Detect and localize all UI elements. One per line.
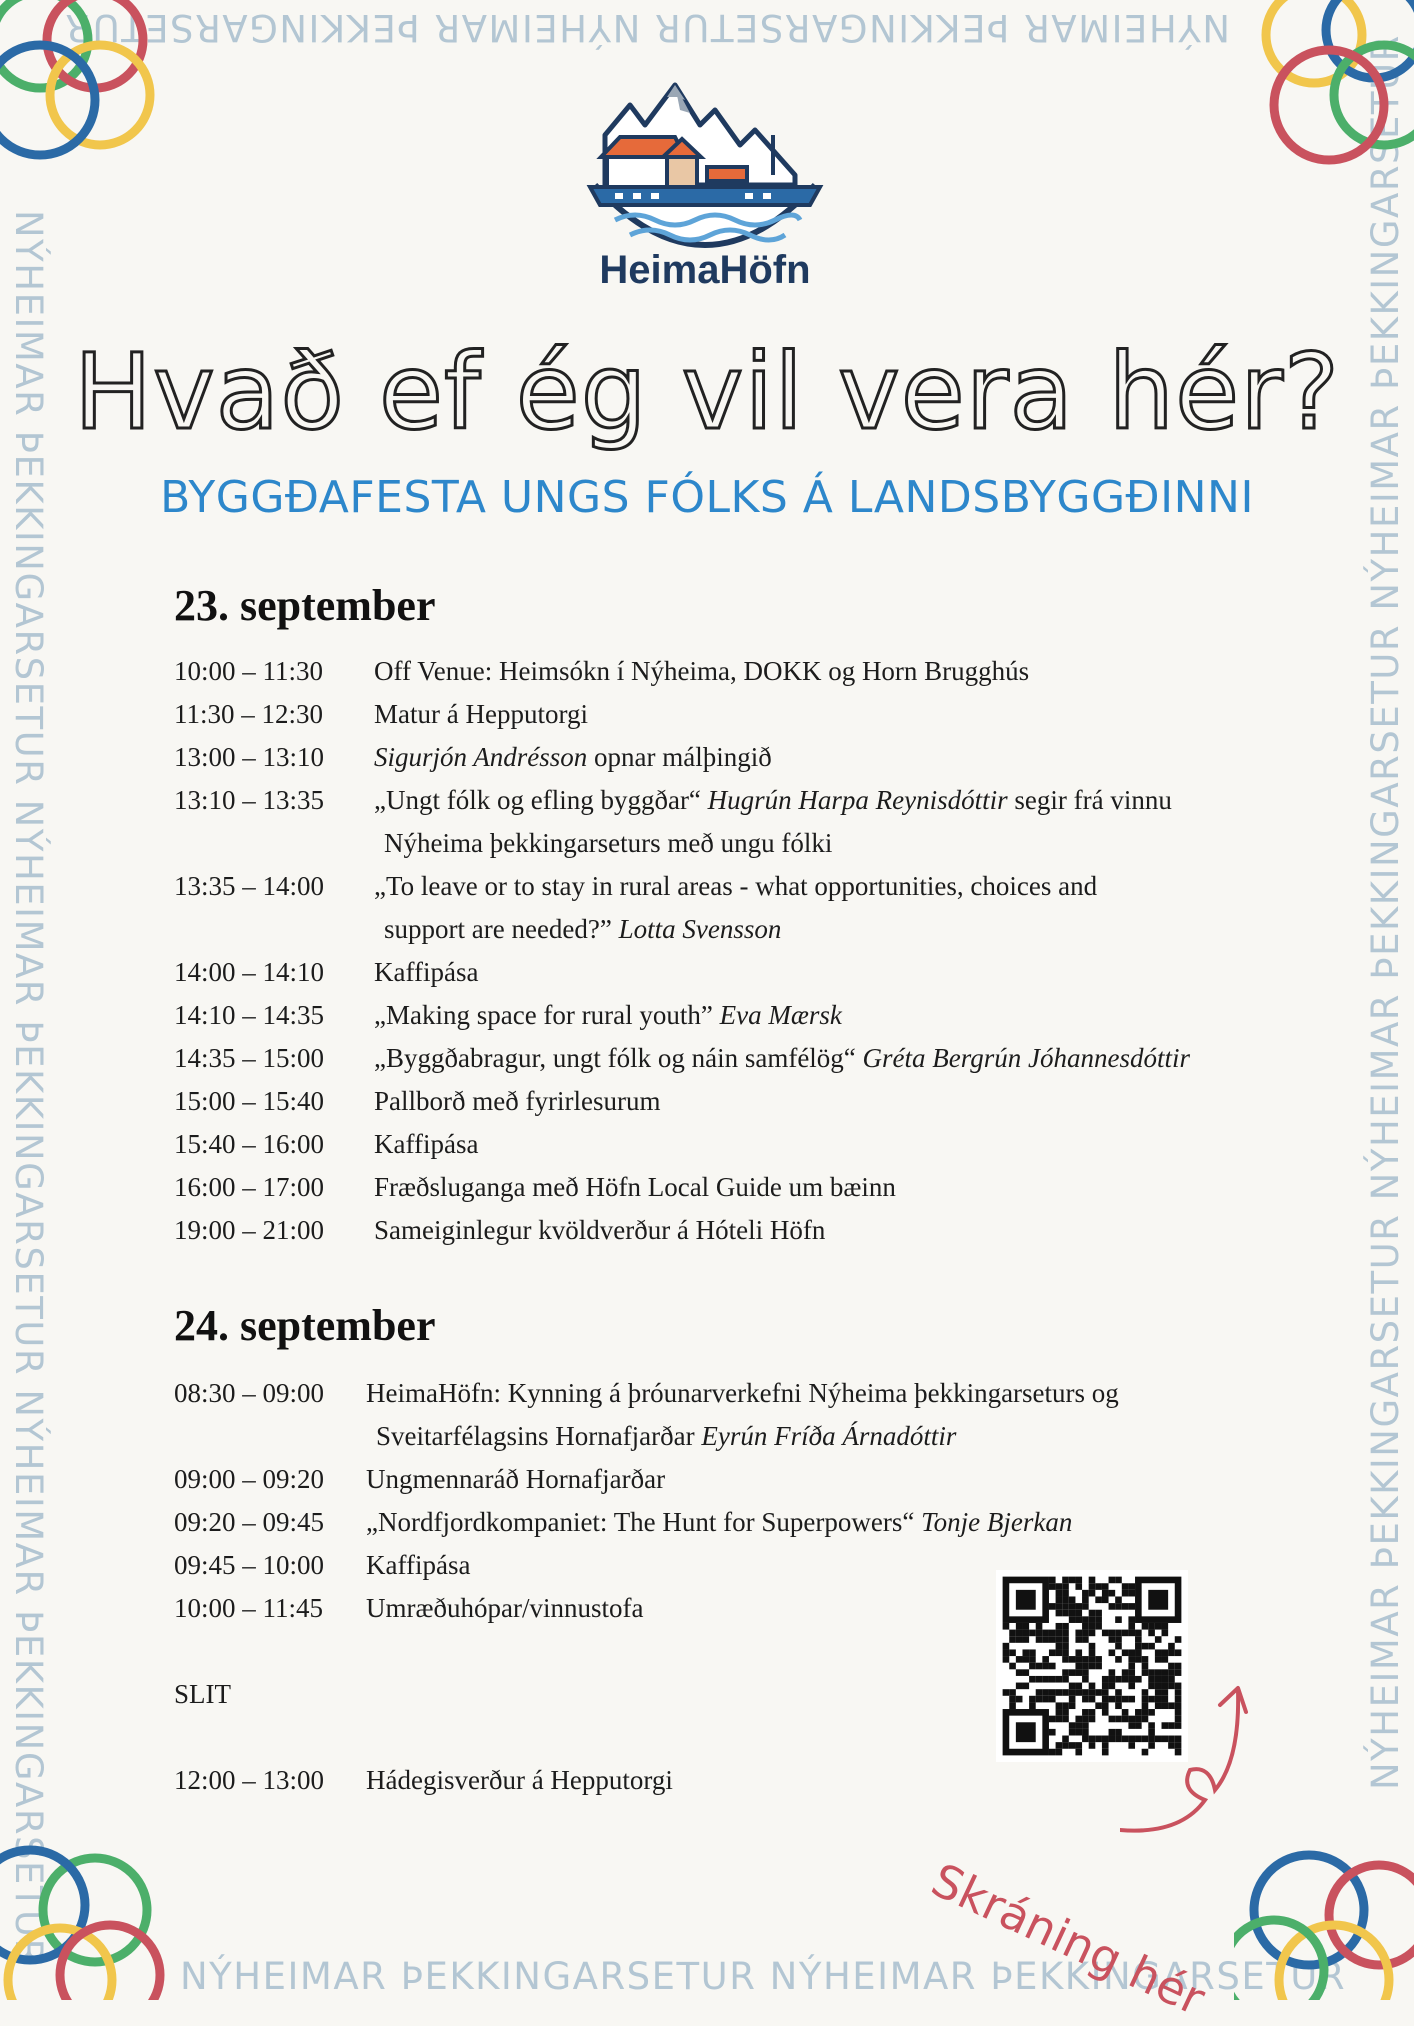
description-continuation [374, 908, 1254, 951]
description-text: „Nordfjordkompaniet: The Hunt for Superpowers“ [366, 1507, 922, 1537]
schedule-description [374, 736, 1254, 779]
description-text: segir frá vinnu [1007, 785, 1172, 815]
description-text: Kaffipása [366, 1550, 471, 1580]
schedule-description [374, 1080, 1254, 1123]
schedule-time: 09:45 – 10:00 [174, 1550, 325, 1580]
schedule-time: 08:30 – 09:00 [174, 1378, 325, 1408]
rings-bottom-left-icon [0, 1820, 180, 2000]
schedule-time: 11:30 – 12:30 [174, 699, 324, 729]
schedule-row [174, 1166, 1254, 1209]
schedule-time: 10:00 – 11:45 [174, 1593, 324, 1623]
schedule-row [174, 650, 1254, 693]
description-text: Kaffipása [374, 957, 479, 987]
schedule-description [374, 693, 1254, 736]
schedule-description [366, 1501, 1254, 1544]
schedule-description [374, 994, 1254, 1037]
border-text-bottom: NÝHEIMAR ÞEKKINGARSETUR NÝHEIMAR ÞEKKINGARSETUR [180, 1955, 1347, 1998]
description-text: Matur á Hepputorgi [374, 699, 588, 729]
curved-arrow-icon [1120, 1670, 1260, 1860]
description-text: Sameiginlegur kvöldverður á Hóteli Höfn [374, 1215, 826, 1245]
schedule-description [374, 1209, 1254, 1252]
description-text: Ungmennaráð Hornafjarðar [366, 1464, 666, 1494]
schedule-description [374, 779, 1254, 865]
border-text-left: NÝHEIMAR ÞEKKINGARSETUR NÝHEIMAR ÞEKKINGARSETUR NÝHEIMAR ÞEKKINGARSETUR [7, 210, 50, 1966]
schedule-row [174, 1759, 1254, 1802]
schedule-time: 09:20 – 09:45 [174, 1507, 325, 1537]
description-text: „Byggðabragur, ungt fólk og náin samfélög“ [374, 1043, 863, 1073]
description-continuation [366, 1415, 1254, 1458]
page-title: Hvað ef ég vil vera hér? [73, 331, 1341, 453]
schedule-row [174, 1037, 1254, 1080]
schedule-row [174, 779, 1254, 865]
rings-top-left-icon [0, 0, 180, 180]
description-text: Kaffipása [374, 1129, 479, 1159]
schedule-row [174, 1458, 1254, 1501]
description-text: Pallborð með fyrirlesurum [374, 1086, 661, 1116]
description-text: Sveitarfélagsins Hornafjarðar [376, 1421, 702, 1451]
schedule-time: 16:00 – 17:00 [174, 1172, 325, 1202]
schedule-row [174, 693, 1254, 736]
schedule-row [174, 994, 1254, 1037]
schedule-description [374, 1123, 1254, 1166]
description-text: Hádegisverður á Hepputorgi [366, 1765, 673, 1795]
schedule-row [174, 736, 1254, 779]
description-continuation [374, 822, 1254, 865]
description-text: Umræðuhópar/vinnustofa [366, 1593, 644, 1623]
schedule-description [374, 865, 1254, 951]
schedule-time: 09:00 – 09:20 [174, 1464, 325, 1494]
description-text: „To leave or to stay in rural areas - what opportunities, choices and [374, 871, 1098, 901]
description-text: opnar málþingið [587, 742, 772, 772]
schedule-time: 12:00 – 13:00 [174, 1765, 325, 1795]
description-text: „Making space for rural youth” [374, 1000, 720, 1030]
description-text: HeimaHöfn: Kynning á þróunarverkefni Nýheima þekkingarseturs og [366, 1378, 1119, 1408]
schedule-time: 19:00 – 21:00 [174, 1215, 325, 1245]
speaker-name: Eyrún Fríða Árnadóttir [701, 1421, 957, 1451]
schedule-row [174, 1209, 1254, 1252]
schedule-time: 14:00 – 14:10 [174, 957, 325, 987]
schedule-description [374, 650, 1254, 693]
registration-label[interactable]: Skráning hér [923, 1852, 1214, 2026]
schedule-time: 15:40 – 16:00 [174, 1129, 325, 1159]
schedule-time: 10:00 – 11:30 [174, 656, 324, 686]
schedule-row [174, 865, 1254, 951]
description-text: Off Venue: Heimsókn í Nýheima, DOKK og Horn Brugghús [374, 656, 1030, 686]
speaker-name: Lotta Svensson [618, 914, 782, 944]
closing-label: SLIT [174, 1679, 231, 1709]
schedule-time: 15:00 – 15:40 [174, 1086, 325, 1116]
schedule-description [374, 1166, 1254, 1209]
schedule-day-1 [174, 650, 1254, 1252]
schedule-row [174, 951, 1254, 994]
schedule-time: 14:10 – 14:35 [174, 1000, 325, 1030]
schedule-row [174, 1501, 1254, 1544]
speaker-name: Hugrún Harpa Reynisdóttir [707, 785, 1008, 815]
schedule-description [374, 1037, 1254, 1080]
speaker-name: Tonje Bjerkan [921, 1507, 1073, 1537]
rings-top-right-icon [1234, 0, 1414, 180]
description-text: „Ungt fólk og efling byggðar“ [374, 785, 708, 815]
description-text: support are needed?” [384, 914, 619, 944]
schedule-description [374, 951, 1254, 994]
day-heading-2: 24. september [174, 1301, 436, 1350]
schedule-description [366, 1458, 1254, 1501]
page-subtitle: BYGGÐAFESTA UNGS FÓLKS Á LANDSBYGGÐINNI [160, 472, 1254, 523]
speaker-name: Eva Mærsk [719, 1000, 842, 1030]
logo-text: HeimaHöfn [599, 248, 811, 292]
schedule-time: 13:10 – 13:35 [174, 785, 325, 815]
schedule-time: 13:35 – 14:00 [174, 871, 325, 901]
schedule-row [174, 1080, 1254, 1123]
border-text-top: NÝHEIMAR ÞEKKINGARSETUR NÝHEIMAR ÞEKKINGARSETUR [63, 6, 1230, 49]
schedule-description [366, 1372, 1254, 1458]
border-text-right: NÝHEIMAR ÞEKKINGARSETUR NÝHEIMAR ÞEKKINGARSETUR NÝHEIMAR ÞEKKINGARSETUR [1364, 34, 1407, 1790]
description-text: Nýheima þekkingarseturs með ungu fólki [384, 828, 833, 858]
schedule-time: 14:35 – 15:00 [174, 1043, 325, 1073]
schedule-time: 13:00 – 13:10 [174, 742, 325, 772]
speaker-name: Sigurjón Andrésson [374, 742, 588, 772]
speaker-name: Gréta Bergrún Jóhannesdóttir [862, 1043, 1191, 1073]
description-text: Fræðsluganga með Höfn Local Guide um bæinn [374, 1172, 896, 1202]
schedule-row [174, 1123, 1254, 1166]
rings-bottom-right-icon [1234, 1820, 1414, 2000]
schedule-row [174, 1372, 1254, 1458]
day-heading-1: 23. september [174, 581, 436, 630]
